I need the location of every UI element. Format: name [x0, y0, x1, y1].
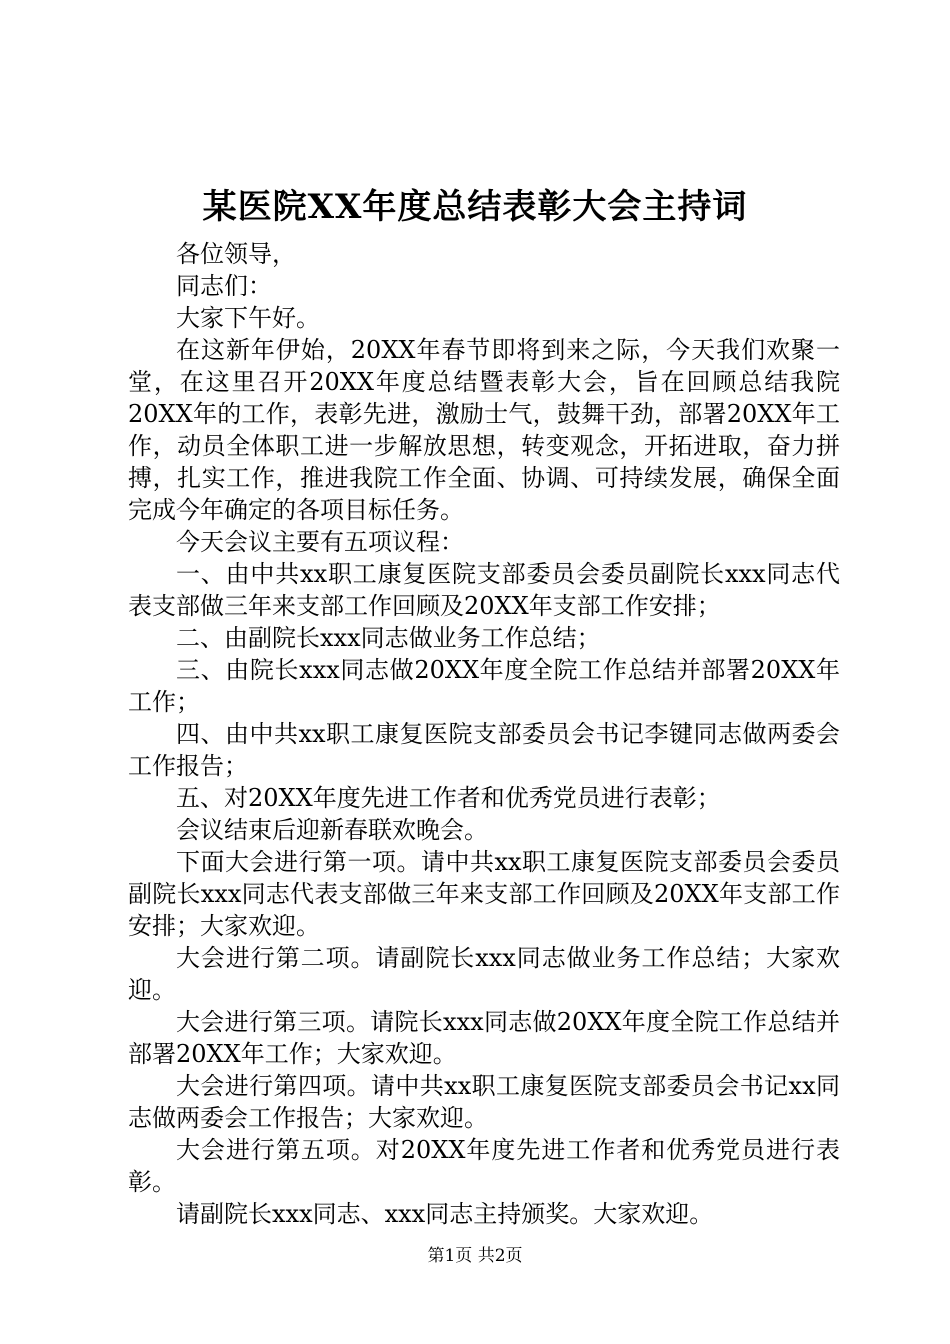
paragraph: 会议结束后迎新春联欢晚会。	[176, 816, 488, 844]
page-footer: 第1页 共2页	[427, 1246, 523, 1266]
paragraph: 大会进行第四项。请中共xx职工康复医院支部委员会书记xx同志做两委会工作报告；大家欢迎。	[128, 1072, 840, 1132]
paragraph: 二、由副院长xxx同志做业务工作总结；	[176, 624, 601, 652]
paragraph: 大会进行第三项。请院长xxx同志做20XX年度全院工作总结并部署20XX年工作；大家欢迎。	[128, 1008, 840, 1068]
paragraph: 同志们：	[176, 272, 272, 300]
paragraph: 大家下午好。	[176, 304, 320, 332]
paragraph: 请副院长xxx同志、xxx同志主持颁奖。大家欢迎。	[176, 1200, 714, 1228]
paragraph: 下面大会进行第一项。请中共xx职工康复医院支部委员会委员副院长xxx同志代表支部做三年来支部工作回顾及20XX年支部工作安排；大家欢迎。	[128, 848, 840, 940]
paragraph: 大会进行第五项。对20XX年度先进工作者和优秀党员进行表彰。	[128, 1136, 840, 1196]
paragraph: 今天会议主要有五项议程：	[176, 528, 464, 556]
paragraph: 大会进行第二项。请副院长xxx同志做业务工作总结；大家欢迎。	[128, 944, 840, 1004]
paragraph: 各位领导，	[176, 240, 296, 268]
paragraph: 一、由中共xx职工康复医院支部委员会委员副院长xxx同志代表支部做三年来支部工作回顾及20XX年支部工作安排；	[128, 560, 840, 620]
document-body	[128, 238, 840, 1230]
paragraph: 三、由院长xxx同志做20XX年度全院工作总结并部署20XX年工作；	[128, 656, 840, 716]
paragraph: 五、对20XX年度先进工作者和优秀党员进行表彰；	[176, 784, 721, 812]
paragraph: 四、由中共xx职工康复医院支部委员会书记李键同志做两委会工作报告；	[128, 720, 840, 780]
paragraph: 在这新年伊始，20XX年春节即将到来之际，今天我们欢聚一堂，在这里召开20XX年度总结暨表彰大会，旨在回顾总结我院20XX年的工作，表彰先进，激励士气，鼓舞干劲，部署20XX年工作，动员全体职工进一步解放思想，转变观念，开拓进取，奋力拼搏，扎实工作，推进我院工作全面、协调、可持续发展，确保全面完成今年确定的各项目标任务。	[128, 336, 840, 524]
document-title: 某医院XX年度总结表彰大会主持词	[202, 187, 748, 227]
